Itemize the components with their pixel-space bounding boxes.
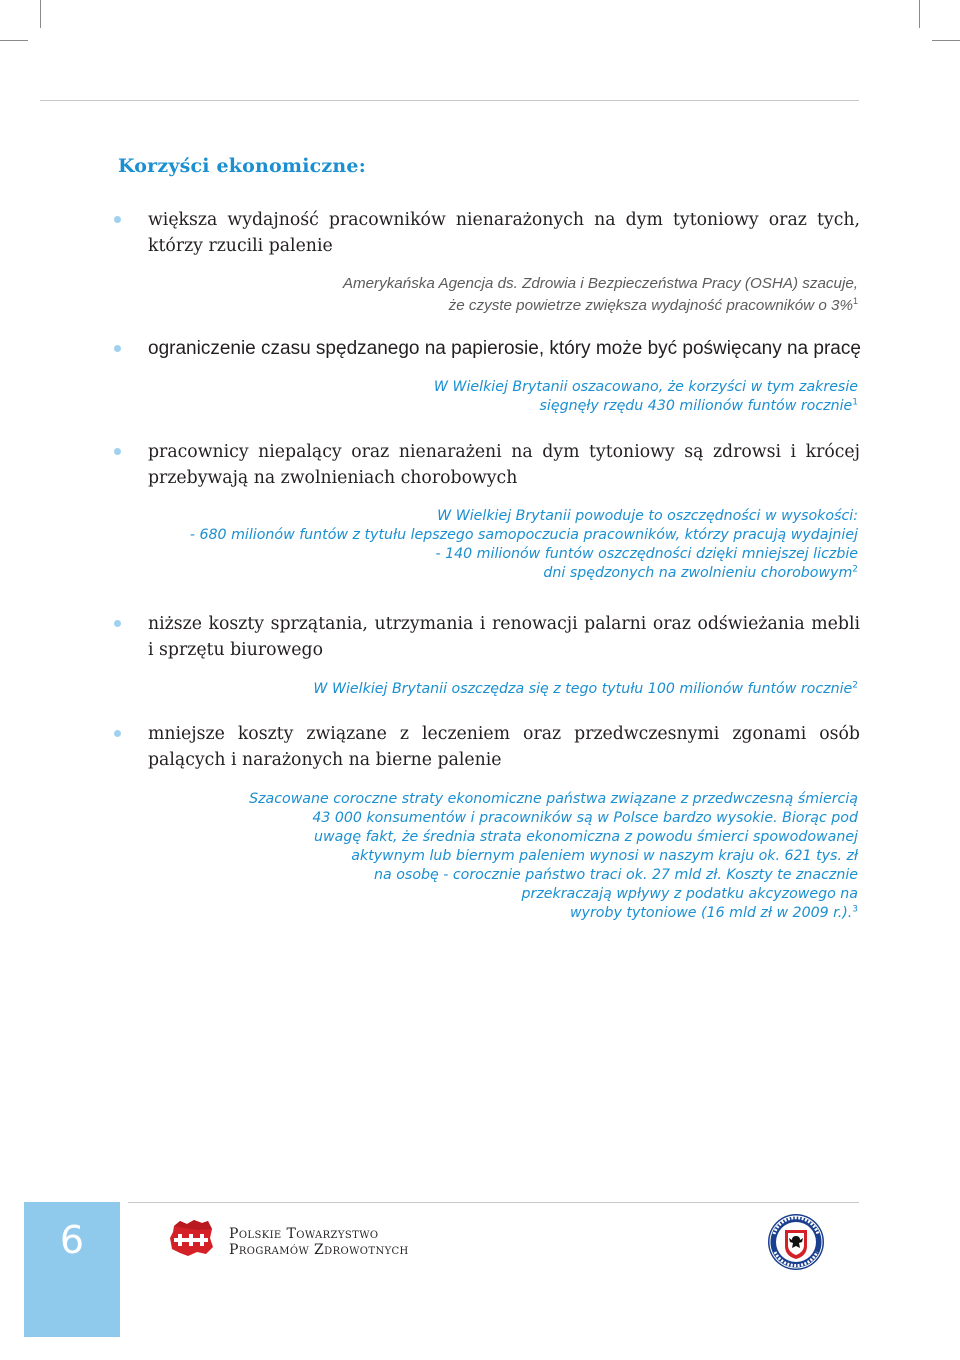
organization-name <box>229 1226 409 1258</box>
page-number: 6 <box>59 1218 85 1262</box>
bullet-dot <box>114 448 121 455</box>
ptpz-logo-icon <box>168 1218 214 1258</box>
footnote-text: W Wielkiej Brytanii oszczędza się z tego tytułu 100 milionów funtów rocznie$^2$ <box>313 680 858 697</box>
footnote-text: Szacowane coroczne straty ekonomiczne państwa związane z przedwczesną śmiercią 43 000 konsumentów i pracowników są w Polsce bardzo wysokie. Biorąc pod uwagę fakt, że średnia strata ekonomiczna z powodu śmierci spowodowanej aktywnym lub biernym paleniem wynosi w naszym kraju ok. 621 tys. zł na osobę - corocznie państwo traci ok. 27 mld zł. Koszty te znacznie przekraczają wpływy z podatku akcyzowego na wyroby tytoniowe (16 mld zł w 2009 r.).$^3$ <box>249 791 858 921</box>
org-name-line1: Polskie Towarzystwo <box>229 1226 379 1242</box>
crop-mark <box>919 0 920 28</box>
crop-mark <box>932 40 960 41</box>
bullet-text: większa wydajność pracowników nienarażonych na dym tytoniowy oraz tych, którzy rzucili palenie <box>148 210 860 256</box>
bullet-dot <box>114 345 121 352</box>
footnote-text: Amerykańska Agencja ds. Zdrowia i Bezpieczeństwa Pracy (OSHA) szacuje, że czyste powietrze zwiększa wydajność pracowników o 3%$^1$ <box>342 275 858 314</box>
bullet-dot <box>114 730 121 737</box>
bullet-dot <box>114 216 121 223</box>
org-name-line2: Programów Zdrowotnych <box>229 1242 409 1258</box>
crop-mark <box>0 40 28 41</box>
crop-mark <box>40 0 41 28</box>
bullet-text: mniejsze koszty związane z leczeniem oraz przedwczesnymi zgonami osób palących i narażonych na bierne palenie <box>148 724 860 770</box>
bullet-dot <box>114 620 121 627</box>
bullet-text: pracownicy niepalący oraz nienarażeni na dym tytoniowy są zdrowsi i krócej przebywają na zwolnieniach chorobowych <box>148 442 860 488</box>
footnote-text: W Wielkiej Brytanii powoduje to oszczędności w wysokości: - 680 milionów funtów z tytułu lepszego samopoczucia pracowników, którzy pracują wydajniej - 140 milionów funtów oszczędności dzięki mniejszej liczbie dni spędzonych na zwolnieniu chorobowym$^2$ <box>189 508 858 581</box>
footnote-text: W Wielkiej Brytanii oszacowano, że korzyści w tym zakresie sięgnęły rzędu 430 milionów funtów rocznie$^1$ <box>433 379 858 414</box>
top-rule <box>40 100 859 101</box>
footer-rule <box>128 1202 859 1203</box>
bullet-text: niższe koszty sprzątania, utrzymania i renowacji palarni oraz odświeżania mebli i sprzętu biurowego <box>148 614 860 660</box>
sanitary-inspection-seal-icon <box>766 1212 826 1272</box>
bullet-text: ograniczenie czasu spędzanego na papierosie, który może być poświęcany na pracę <box>148 338 861 359</box>
section-heading: Korzyści ekonomiczne: <box>118 155 366 177</box>
